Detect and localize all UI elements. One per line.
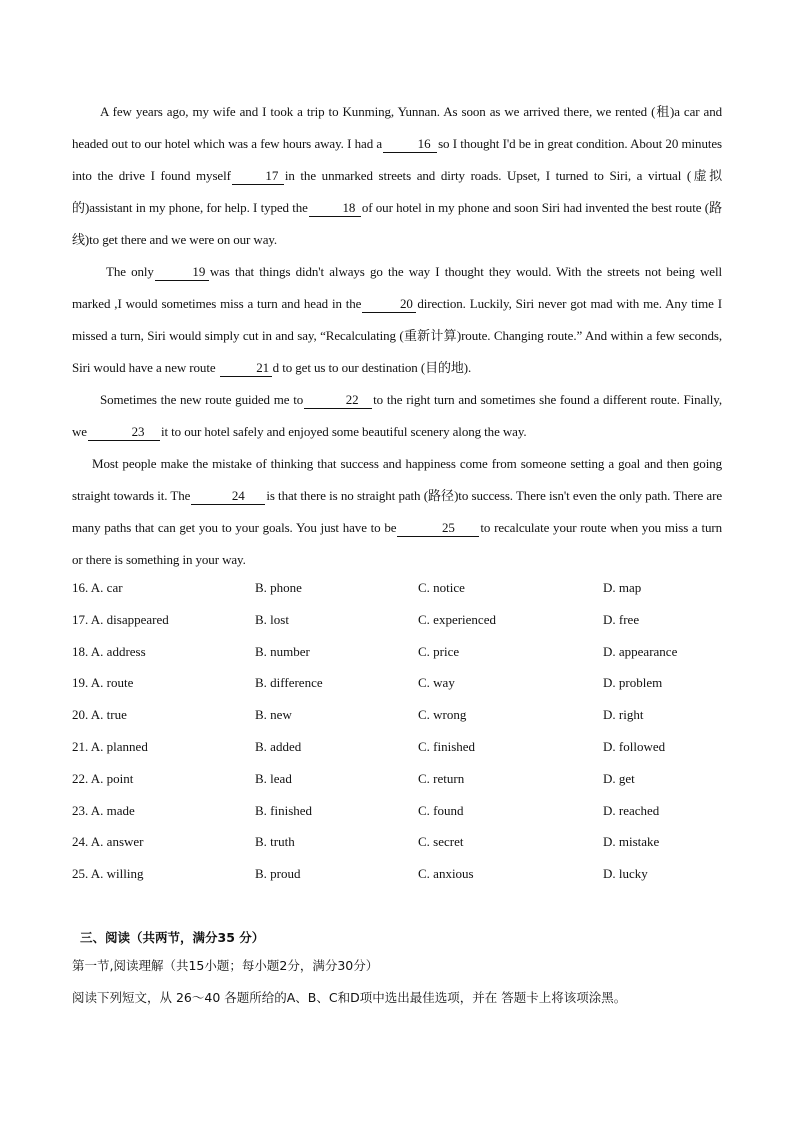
option-c: C. way bbox=[418, 675, 455, 691]
passage-paragraph-4: Most people make the mistake of thinking that success and happiness come from someone setting a goal and then going straight towards it. The 24 is that there is no straight path (路径)to success. There isn't even the only path. There are many paths that can get you to your goals. You just have to be 25 to recalculate your route when you miss a turn or there is something in your way. bbox=[72, 456, 722, 567]
option-d: D. mistake bbox=[603, 834, 660, 850]
option-d: D. free bbox=[603, 611, 640, 627]
question-19-options bbox=[72, 667, 722, 699]
passage-paragraph-2: The only 19 was that things didn't always go the way I thought they would. With the streets not being well marked ,I would sometimes miss a turn and head in the 20 direction. Luckily, Siri never got mad with me. Any time I missed a turn, Siri would simply cut in and say, “Recalculating (重新计算)route. Changing route.” And within a few seconds, Siri would have a new route 21 d to get us to our destination (目的地). bbox=[72, 264, 722, 375]
answer-options bbox=[72, 572, 722, 890]
option-c: C. return bbox=[418, 770, 465, 786]
option-b: B. truth bbox=[255, 834, 295, 850]
passage-paragraph-1: A few years ago, my wife and I took a trip to Kunming, Yunnan. As soon as we arrived there, we rented (租)a car and headed out to our hotel which was a few hours away. I had a 16 so I thought I'd be in great condition. About 20 minutes into the drive I found myself 17 in the unmarked streets and dirty roads. Upset, I turned to Siri, a virtual (虚拟的)assistant in my phone, for help. I typed the 18 of our hotel in my phone and soon Siri had invented the best route (路线)to get there and we were on our way. bbox=[72, 104, 722, 247]
option-c: C. price bbox=[418, 643, 460, 659]
cloze-passage bbox=[72, 96, 722, 576]
blank-24: 24 bbox=[191, 488, 265, 505]
option-d: D. problem bbox=[603, 675, 663, 691]
option-b: B. proud bbox=[255, 866, 301, 882]
passage-paragraph-3: Sometimes the new route guided me to 22 to the right turn and sometimes she found a different route. Finally, we 23 it to our hotel safely and enjoyed some beautiful scenery along the way. bbox=[72, 392, 722, 439]
option-c: C. secret bbox=[418, 834, 464, 850]
question-18-options bbox=[72, 636, 722, 668]
option-b: B. phone bbox=[255, 580, 302, 595]
section-title: 三、阅读（共两节，满分35 分） bbox=[80, 930, 265, 945]
question-21-options bbox=[72, 731, 722, 763]
option-d: D. get bbox=[603, 770, 635, 786]
option-a: 17. A. disappeared bbox=[72, 611, 169, 627]
blank-21: 21 bbox=[220, 360, 272, 377]
option-b: B. new bbox=[255, 707, 292, 723]
option-c: C. finished bbox=[418, 738, 476, 754]
blank-17: 17 bbox=[232, 168, 284, 185]
option-d: D. right bbox=[603, 707, 644, 723]
option-c: C. anxious bbox=[418, 866, 474, 882]
option-b: B. finished bbox=[255, 802, 313, 818]
option-a: 22. A. point bbox=[72, 770, 134, 786]
option-a: 19. A. route bbox=[72, 675, 134, 691]
blank-18: 18 bbox=[309, 200, 361, 217]
question-25-options bbox=[72, 858, 722, 890]
blank-16: 16 bbox=[383, 136, 437, 153]
option-a: 24. A. answer bbox=[72, 834, 144, 850]
option-b: B. added bbox=[255, 738, 302, 754]
option-a: 16. A. car bbox=[72, 580, 123, 595]
option-d: D. appearance bbox=[603, 643, 678, 659]
section-subtitle: 第一节,阅读理解（共15小题；每小题2分，满分30分） bbox=[72, 958, 379, 973]
question-17-options bbox=[72, 604, 722, 636]
blank-23: 23 bbox=[88, 424, 160, 441]
option-b: B. difference bbox=[255, 675, 323, 691]
question-20-options bbox=[72, 699, 722, 731]
option-a: 25. A. willing bbox=[72, 866, 144, 882]
option-c: C. wrong bbox=[418, 707, 467, 723]
question-16-options bbox=[72, 572, 722, 604]
section-instruction: 阅读下列短文，从 26～40 各题所给的A、B、C和D项中选出最佳选项，并在 答题卡上将该项涂黑。 bbox=[72, 990, 627, 1005]
blank-25: 25 bbox=[397, 520, 479, 537]
question-23-options bbox=[72, 795, 722, 827]
option-d: D. followed bbox=[603, 738, 666, 754]
option-c: C. experienced bbox=[418, 611, 496, 627]
option-b: B. lead bbox=[255, 770, 292, 786]
option-a: 20. A. true bbox=[72, 707, 127, 723]
option-d: D. reached bbox=[603, 802, 660, 818]
option-a: 23. A. made bbox=[72, 802, 135, 818]
option-a: 18. A. address bbox=[72, 643, 146, 659]
option-b: B. number bbox=[255, 643, 310, 659]
option-c: C. found bbox=[418, 802, 464, 818]
blank-22: 22 bbox=[304, 392, 372, 409]
option-d: D. lucky bbox=[603, 866, 648, 882]
question-24-options bbox=[72, 826, 722, 858]
blank-19: 19 bbox=[155, 264, 209, 281]
question-22-options bbox=[72, 763, 722, 795]
blank-20: 20 bbox=[362, 296, 416, 313]
option-d: D. map bbox=[603, 580, 642, 595]
option-c: C. notice bbox=[418, 580, 465, 595]
option-a: 21. A. planned bbox=[72, 738, 148, 754]
option-b: B. lost bbox=[255, 611, 289, 627]
